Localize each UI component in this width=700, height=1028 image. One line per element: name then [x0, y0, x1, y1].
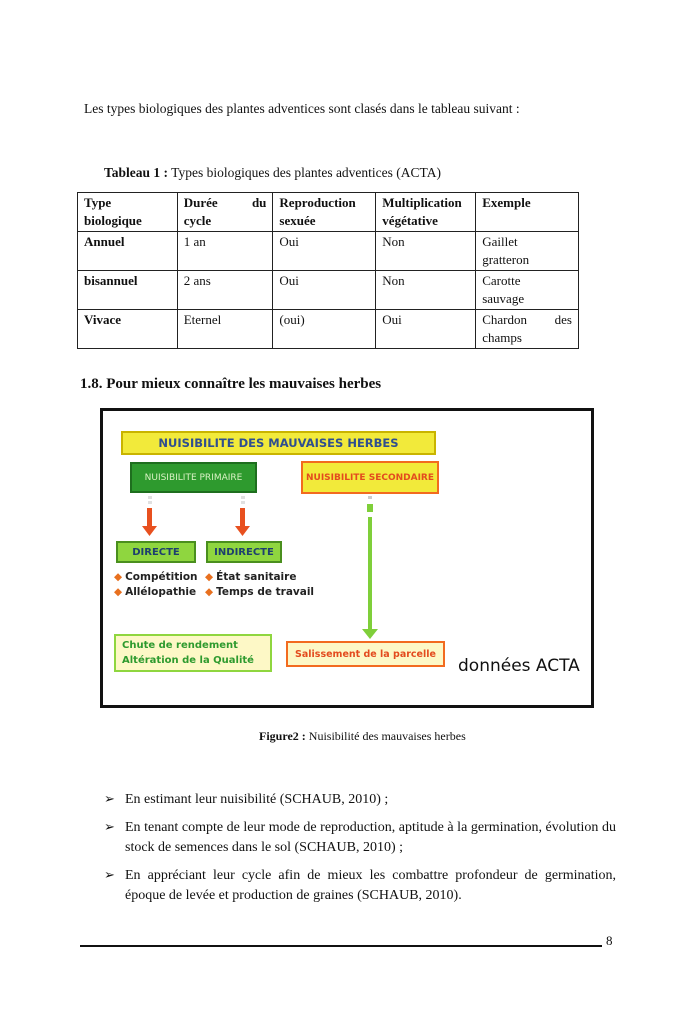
- table-caption-label: Tableau 1 :: [104, 165, 169, 180]
- primaire-box: [130, 462, 257, 493]
- figure-caption-label: Figure2 :: [259, 729, 306, 743]
- header-multi-line2: végétative: [382, 213, 438, 228]
- arrow-shaft-secondaire: [368, 517, 372, 631]
- cell-repro: (oui): [273, 310, 376, 349]
- cell-duree: 1 an: [177, 232, 273, 271]
- arrow-head-directe: [142, 526, 157, 536]
- cell-multi: Non: [376, 232, 476, 271]
- directe-item: Compétition: [125, 571, 198, 583]
- connector-dash: [368, 496, 372, 499]
- cell-duree: 2 ans: [177, 271, 273, 310]
- list-item: [114, 570, 198, 585]
- chute-line2: Altération de la Qualité: [122, 655, 254, 666]
- cell-exemple-line2: champs: [482, 330, 522, 345]
- table-row: [78, 271, 579, 310]
- header-multi-line1: Multiplication: [382, 195, 462, 210]
- list-item: [114, 585, 198, 600]
- page-number: 8: [606, 933, 613, 948]
- cell-duree: Eternel: [177, 310, 273, 349]
- directe-label: DIRECTE: [132, 546, 180, 558]
- header-type-line1: Type: [84, 195, 112, 210]
- list-item: [104, 818, 616, 858]
- cell-type: Vivace: [78, 310, 178, 349]
- intro-text: Les types biologiques des plantes adventices sont clasés dans le tableau suivant :: [84, 101, 520, 116]
- list-item: [205, 585, 314, 600]
- chute-box: [114, 634, 272, 672]
- header-duree-line2: cycle: [183, 213, 212, 228]
- connector-block: [367, 504, 373, 512]
- cell-repro: Oui: [273, 232, 376, 271]
- secondaire-label: NUISIBILITE SECONDAIRE: [305, 472, 434, 483]
- cell-exemple-line1: [482, 311, 572, 329]
- figure-title: NUISIBILITE DES MAUVAISES HERBES: [158, 436, 399, 450]
- bullet-icon: ◆: [205, 586, 214, 598]
- indirecte-list: [205, 570, 314, 600]
- arrow-head-indirecte: [235, 526, 250, 536]
- cell-exemple-word2: des: [554, 312, 572, 327]
- cell-exemple-word1: Chardon: [482, 312, 527, 327]
- cell-multi: Non: [376, 271, 476, 310]
- header-repro-line2: sexuée: [279, 213, 316, 228]
- arrow-head-secondaire: [362, 629, 378, 639]
- header-repro-line1: Reproduction: [279, 195, 356, 210]
- directe-box: [116, 541, 196, 563]
- secondaire-box: [301, 461, 439, 494]
- cell-type: bisannuel: [78, 271, 178, 310]
- bullet-text: En appréciant leur cycle afin de mieux les combattre profondeur de germination, époque de levée et production de graines (SCHAUB, 2010).: [125, 868, 616, 903]
- indirecte-label: INDIRECTE: [214, 546, 274, 558]
- indirecte-item: État sanitaire: [216, 571, 297, 583]
- header-repro: [273, 193, 376, 232]
- table-row: [78, 310, 579, 349]
- cell-exemple: [476, 232, 579, 271]
- arrow-shaft-directe: [147, 508, 152, 526]
- bullet-icon: ◆: [114, 586, 123, 598]
- indirecte-item: Temps de travail: [216, 586, 315, 598]
- bullet-icon: ◆: [205, 571, 214, 583]
- header-exemple: Exemple: [476, 193, 579, 232]
- cell-exemple-line2: sauvage: [482, 291, 525, 306]
- figure-source: données ACTA: [458, 656, 580, 676]
- table-row: [78, 232, 579, 271]
- directe-item: Allélopathie: [125, 586, 197, 598]
- cell-exemple-line1: Carotte: [482, 273, 521, 288]
- header-duree-word2: du: [251, 195, 267, 210]
- biological-types-table: [77, 192, 579, 349]
- cell-exemple: [476, 310, 579, 349]
- salissement-label: Salissement de la parcelle: [295, 648, 436, 660]
- list-item: [104, 790, 616, 810]
- list-item: [205, 570, 314, 585]
- cell-type: Annuel: [78, 232, 178, 271]
- cell-exemple: [476, 271, 579, 310]
- header-duree-word1: Durée: [183, 195, 218, 210]
- salissement-box: [286, 641, 445, 667]
- table-header-row: [78, 193, 579, 232]
- cell-multi: Oui: [376, 310, 476, 349]
- connector-dash: [241, 501, 245, 504]
- header-type: [78, 193, 178, 232]
- figure-nuisibilite: [100, 408, 594, 708]
- figure-caption: [259, 729, 466, 744]
- header-duree-line1: [184, 194, 267, 212]
- bullet-text: En tenant compte de leur mode de reproduction, aptitude à la germination, évolution du stock de semences dans le sol (SCHAUB, 2010) ;: [125, 820, 616, 855]
- bullet-icon: ◆: [114, 571, 123, 583]
- list-item: [104, 866, 616, 906]
- connector-dash: [148, 496, 152, 499]
- bullet-list: [104, 790, 616, 914]
- header-multi: [376, 193, 476, 232]
- section-heading: 1.8. Pour mieux connaître les mauvaises herbes: [80, 376, 382, 392]
- table-caption-text: Types biologiques des plantes adventices (ACTA): [168, 165, 441, 180]
- header-type-line2: biologique: [84, 213, 142, 228]
- indirecte-box: [206, 541, 282, 563]
- figure-title-box: [121, 431, 436, 455]
- bullet-text: En estimant leur nuisibilité (SCHAUB, 2010) ;: [125, 792, 389, 807]
- cell-repro: Oui: [273, 271, 376, 310]
- figure-caption-text: Nuisibilité des mauvaises herbes: [305, 729, 466, 743]
- primaire-label: NUISIBILITE PRIMAIRE: [144, 472, 243, 483]
- arrow-bullet-icon: ➢: [104, 868, 115, 883]
- connector-dash: [148, 501, 152, 504]
- arrow-shaft-indirecte: [240, 508, 245, 526]
- arrow-bullet-icon: ➢: [104, 820, 115, 835]
- header-duree: [177, 193, 273, 232]
- cell-exemple-line2: gratteron: [482, 252, 530, 267]
- chute-line1: Chute de rendement: [122, 640, 238, 651]
- arrow-bullet-icon: ➢: [104, 792, 115, 807]
- connector-dash: [241, 496, 245, 499]
- directe-list: [114, 570, 198, 600]
- footer-rule: [80, 945, 602, 947]
- cell-exemple-line1: Gaillet: [482, 234, 518, 249]
- table-caption: [104, 164, 441, 182]
